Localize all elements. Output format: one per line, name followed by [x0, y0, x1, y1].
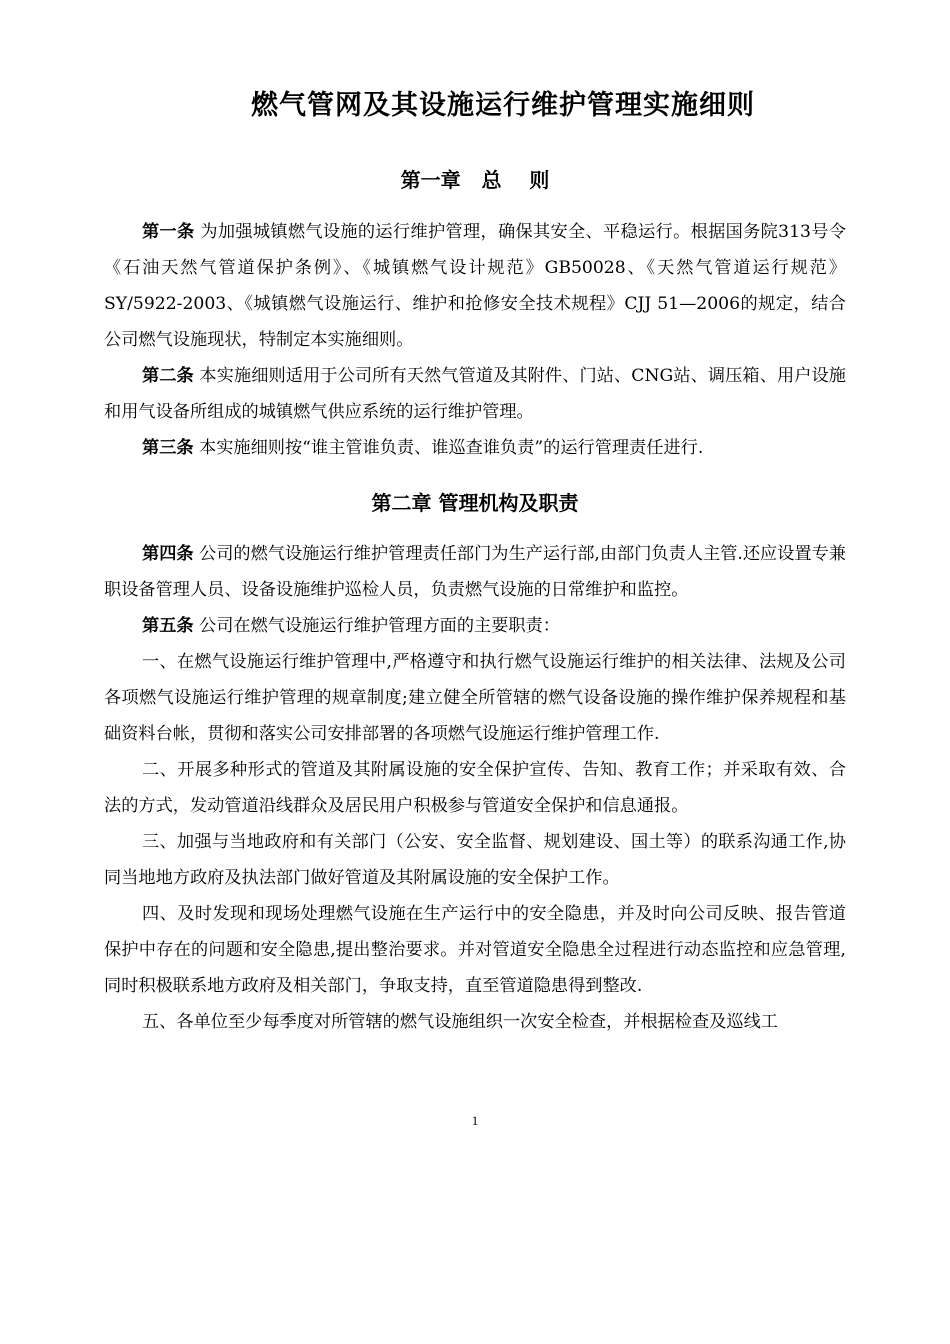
article-4 [104, 536, 846, 608]
article-2-text: 本实施细则适用于公司所有天然气管道及其附件、门站、CNG站、调压箱、用户设施和用气设备所组成的城镇燃气供应系统的运行维护管理。 [104, 366, 846, 422]
article-3-text: 本实施细则按“谁主管谁负责、谁巡查谁负责”的运行管理责任进行. [193, 438, 704, 458]
article-5-label: 第五条 [142, 616, 194, 636]
chapter-1-body [104, 214, 846, 466]
article-1-text: 为加强城镇燃气设施的运行维护管理，确保其安全、平稳运行。根据国务院313号令《石油天然气管道保护条例》、《城镇燃气设计规范》GB50028、《天然气管道运行规范》SY/5922-2003、《城镇燃气设施运行、维护和抢修安全技术规程》CJJ 51—2006的规定，结合公司燃气设施现状，特制定本实施细则。 [104, 222, 846, 350]
duty-item-3: 三、加强与当地政府和有关部门（公安、安全监督、规划建设、国土等）的联系沟通工作,协同当地地方政府及执法部门做好管道及其附属设施的安全保护工作。 [104, 832, 846, 888]
chapter-2-body [104, 536, 846, 1040]
article-2 [104, 358, 846, 430]
document-title: 燃气管网及其设施运行维护管理实施细则 [251, 90, 755, 121]
page-number: 1 [471, 1113, 479, 1128]
duty-item-5: 五、各单位至少每季度对所管辖的燃气设施组织一次安全检查，并根据检查及巡线工 [142, 1012, 778, 1032]
article-5 [104, 608, 846, 644]
article-3 [104, 430, 846, 466]
duty-item-4: 四、及时发现和现场处理燃气设施在生产运行中的安全隐患，并及时向公司反映、报告管道保护中存在的问题和安全隐患,提出整治要求。并对管道安全隐患全过程进行动态监控和应急管理,同时积极联系地方政府及相关部门，争取支持，直至管道隐患得到整改. [104, 904, 846, 996]
duty-item-1: 一、在燃气设施运行维护管理中,严格遵守和执行燃气设施运行维护的相关法律、法规及公司各项燃气设施运行维护管理的规章制度;建立健全所管辖的燃气设备设施的操作维护保养规程和基础资料台帐，贯彻和落实公司安排部署的各项燃气设施运行维护管理工作. [104, 652, 846, 744]
chapter-1-heading: 第一章 总 则 [400, 168, 550, 192]
article-5-text: 公司在燃气设施运行维护管理方面的主要职责： [193, 616, 560, 636]
chapter-2-heading: 第二章 管理机构及职责 [371, 491, 579, 515]
article-2-label: 第二条 [142, 366, 194, 386]
article-1 [104, 214, 846, 358]
article-3-label: 第三条 [142, 438, 194, 458]
article-1-label: 第一条 [142, 222, 195, 242]
article-4-label: 第四条 [142, 544, 194, 564]
duty-item-2: 二、开展多种形式的管道及其附属设施的安全保护宣传、告知、教育工作；并采取有效、合法的方式，发动管道沿线群众及居民用户积极参与管道安全保护和信息通报。 [104, 760, 846, 816]
article-4-text: 公司的燃气设施运行维护管理责任部门为生产运行部,由部门负责人主管.还应设置专兼职设备管理人员、设备设施维护巡检人员，负责燃气设施的日常维护和监控。 [104, 544, 846, 600]
